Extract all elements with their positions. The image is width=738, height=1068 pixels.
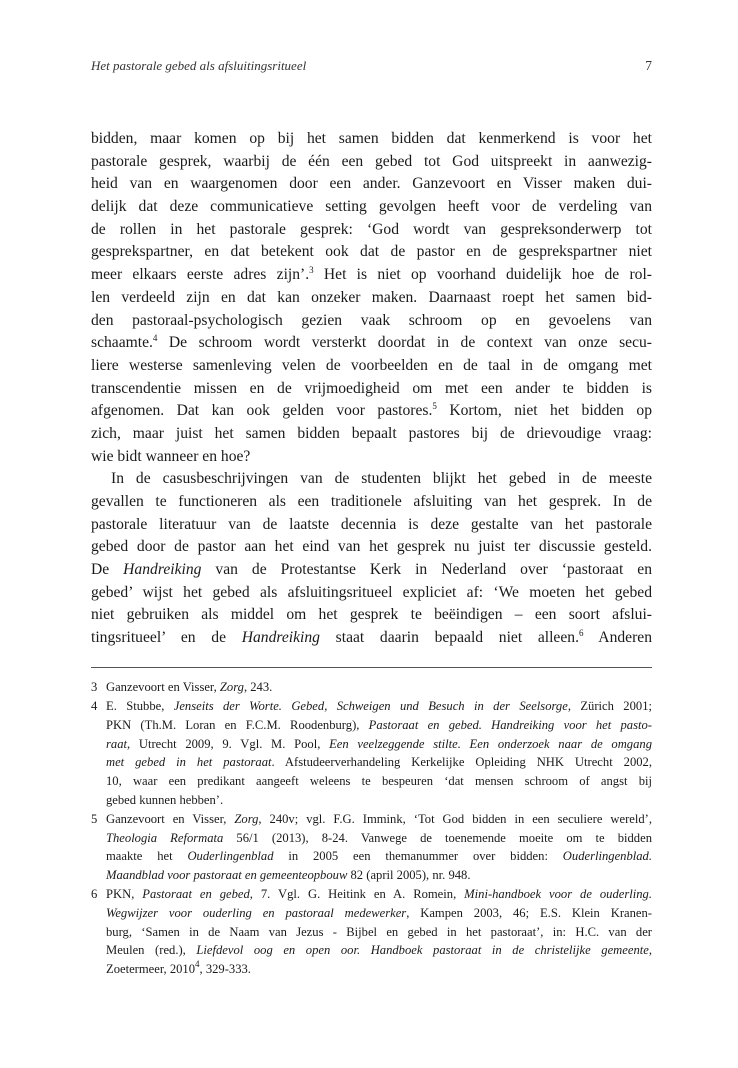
text-line bbox=[91, 264, 652, 287]
text-line bbox=[106, 772, 652, 791]
text: den pastoraal-psychologisch gezien vaak schroom op en gevoelens van bbox=[91, 311, 652, 329]
text: , 329-333. bbox=[199, 962, 251, 977]
text-line bbox=[91, 378, 652, 401]
text: Zoetermeer, 2010 bbox=[106, 962, 196, 977]
text: staat daarin bepaald niet alleen. bbox=[319, 629, 579, 647]
italic-text: Pastoraat en gebed bbox=[142, 887, 250, 902]
text-line bbox=[106, 866, 652, 885]
text-line bbox=[91, 196, 652, 219]
text-line bbox=[91, 423, 652, 446]
italic-text: Maandblad voor pastoraat en gemeenteopbouw bbox=[106, 868, 348, 883]
text: De schroom wordt versterkt doordat in de context van onze secu- bbox=[157, 334, 652, 352]
body-text bbox=[91, 128, 652, 650]
footnote bbox=[91, 697, 652, 809]
text-line bbox=[91, 287, 652, 310]
text-line bbox=[106, 753, 652, 772]
text-line bbox=[106, 941, 652, 960]
text: in 2005 een themanummer over bidden: bbox=[273, 849, 563, 864]
paragraph bbox=[91, 468, 652, 650]
text-line bbox=[91, 514, 652, 537]
text: delijk dat deze communicatieve setting gevolgen heeft voor de verdeling van bbox=[91, 198, 652, 216]
text: , Utrecht 2009, 9. Vgl. M. Pool, bbox=[127, 736, 330, 751]
text: zich, maar juist het samen bidden bepaalt pastores bij de drievoudige vraag: bbox=[91, 424, 652, 442]
running-head: Het pastorale gebed als afsluitingsritueel bbox=[91, 58, 307, 73]
text: 56/1 (2013), 8-24. Vanwege de toenemende moeite om te bidden bbox=[223, 830, 652, 845]
text: Ganzevoort en Visser, bbox=[106, 812, 235, 826]
text-line bbox=[106, 810, 652, 829]
text-line bbox=[91, 446, 652, 469]
italic-text: Theologia Reformata bbox=[106, 830, 224, 845]
text: wie bidt wanneer en hoe? bbox=[91, 447, 251, 465]
italic-text: Jenseits der Worte. Gebed, Schweigen und Besuch in der Seelsorge bbox=[173, 699, 568, 714]
text-line bbox=[91, 128, 652, 151]
text-line bbox=[91, 400, 652, 423]
italic-text: Een veelzeggende stilte. Een onderzoek naar de omgang bbox=[329, 736, 652, 751]
page-number: 7 bbox=[645, 58, 652, 73]
text: afgenomen. Dat kan ook gelden voor pastores. bbox=[91, 402, 433, 420]
text-line bbox=[106, 885, 652, 904]
text: maakte het bbox=[106, 849, 188, 864]
text: pastorale literatuur van de laatste decennia is deze gestalte van het pastorale bbox=[91, 515, 652, 533]
text: len verdeeld zijn en dat kan onzeker maken. Daarnaast roept het samen bid- bbox=[91, 288, 652, 306]
italic-text: Handreiking bbox=[241, 629, 320, 647]
text: tingsritueel’ en de bbox=[91, 629, 242, 647]
text: Anderen bbox=[583, 629, 652, 647]
text: , Zürich 2001; bbox=[567, 699, 652, 714]
text: liere westerse samenleving velen de voorbeelden en de taal in de omgang met bbox=[91, 356, 652, 374]
paragraph bbox=[91, 128, 652, 468]
text-line bbox=[91, 219, 652, 242]
text-line bbox=[91, 310, 652, 333]
text-line bbox=[106, 904, 652, 923]
text: van de Protestantse Kerk in Nederland over ‘pastoraat en bbox=[201, 561, 652, 579]
text: PKN, bbox=[106, 887, 143, 902]
text: Het is niet op voorhand duidelijk hoe de rol- bbox=[313, 266, 652, 284]
footnote-ref: 4 bbox=[195, 959, 200, 970]
text: 82 (april 2005), nr. 948. bbox=[347, 868, 471, 883]
footnote-ref: 4 bbox=[152, 333, 158, 344]
text: PKN (Th.M. Loran en F.C.M. Roodenburg), bbox=[106, 717, 369, 732]
footnotes bbox=[91, 678, 652, 979]
text: E. Stubbe, bbox=[106, 699, 174, 714]
text: Meulen (red.), bbox=[106, 943, 197, 958]
text: De bbox=[91, 561, 124, 579]
text-line bbox=[106, 923, 652, 942]
text-line bbox=[91, 355, 652, 378]
text-line bbox=[106, 960, 652, 979]
text: , 243. bbox=[243, 680, 273, 694]
text: bidden, maar komen op bij het samen bidden dat kenmerkend is voor het bbox=[91, 130, 652, 147]
footnote-rule bbox=[91, 667, 652, 668]
text-line bbox=[91, 491, 652, 514]
text: burg, ‘Samen in de Naam van Jezus - Bijbel en gebed in het pastoraat’, in: H.C. van der bbox=[106, 924, 652, 939]
text: gesprekspartner, en dat betekent ook dat de pastor en de gesprekspartner niet bbox=[91, 243, 652, 261]
text: In de casusbeschrijvingen van de studenten blijkt het gebed in de meeste bbox=[111, 470, 652, 488]
text: , bbox=[648, 943, 652, 958]
text-line bbox=[91, 536, 652, 559]
italic-text: Wegwijzer voor ouderling en pastoraal medewerker bbox=[106, 906, 407, 921]
footnote-ref: 3 bbox=[309, 265, 314, 276]
text: . Afstudeerverhandeling Kerkelijke Opleiding NHK Utrecht 2002, bbox=[271, 755, 652, 770]
text: schaamte. bbox=[91, 334, 153, 352]
italic-text: raat bbox=[106, 736, 127, 751]
text: 10, waar een predikant aangeeft weleens te bespeuren ‘dat mensen schroom of angst bij bbox=[106, 774, 652, 789]
text: gebed door de pastor aan het eind van het gesprek nu juist ter discussie gesteld. bbox=[91, 538, 652, 556]
text-line bbox=[106, 716, 652, 735]
text-line bbox=[91, 582, 652, 605]
italic-text: Liefdevol oog en open oor. Handboek pastoraat in de christelijke gemeente bbox=[196, 943, 649, 958]
footnote-ref: 5 bbox=[432, 401, 437, 412]
text-line bbox=[91, 604, 652, 627]
text: Kortom, niet het bidden op bbox=[436, 402, 652, 420]
text-line bbox=[91, 332, 652, 355]
italic-text: Zorg bbox=[234, 812, 259, 826]
text-line bbox=[106, 697, 652, 716]
italic-text: Ouderlingenblad bbox=[187, 849, 274, 864]
text-line bbox=[91, 468, 652, 491]
text: niet gebruiken als middel om het gesprek te beëindigen – een soort afslui- bbox=[91, 606, 652, 624]
text: , 240v; vgl. F.G. Immink, ‘Tot God bidden in een seculiere wereld’, bbox=[258, 812, 652, 826]
footnote-ref: 6 bbox=[578, 628, 584, 639]
footnote-number: 6 bbox=[91, 887, 98, 902]
text: pastorale gesprek, waarbij de één een gebed tot God uitspreekt in aanwezig- bbox=[91, 152, 652, 170]
text: gebed’ wijst het gebed als afsluitingsritueel expliciet af: ‘We moeten het gebed bbox=[91, 583, 652, 601]
footnote-number: 3 bbox=[91, 680, 98, 694]
text-line bbox=[106, 678, 652, 697]
italic-text: Ouderlingenblad. bbox=[562, 849, 652, 864]
italic-text: met gebed in het pastoraat bbox=[106, 755, 272, 770]
text: transcendentie missen en de vrijmoedigheid om met een ander te bidden is bbox=[91, 379, 652, 397]
footnote bbox=[91, 885, 652, 978]
text-line bbox=[91, 559, 652, 582]
text: heid van en waargenomen door een ander. Ganzevoort en Visser maken dui- bbox=[91, 175, 652, 193]
footnote-number: 4 bbox=[91, 699, 98, 714]
text: , 7. Vgl. G. Heitink en A. Romein, bbox=[249, 887, 465, 902]
footnote bbox=[91, 810, 652, 885]
text: de rollen in het pastorale gesprek: ‘God wordt van gespreksonderwerp tot bbox=[91, 220, 652, 238]
text: Ganzevoort en Visser, bbox=[106, 680, 220, 694]
text-line bbox=[106, 791, 652, 810]
text: meer elkaars eerste adres zijn’. bbox=[91, 266, 310, 284]
italic-text: Pastoraat en gebed. Handreiking voor het pasto- bbox=[368, 717, 652, 732]
italic-text: Zorg bbox=[219, 680, 244, 694]
text-line bbox=[91, 627, 652, 650]
text: , Kampen 2003, 46; E.S. Klein Kranen- bbox=[406, 906, 652, 921]
footnote bbox=[91, 678, 652, 697]
text: gebed kunnen hebben’. bbox=[106, 792, 224, 807]
italic-text: Mini-handboek voor de ouderling. bbox=[464, 887, 652, 902]
text-line bbox=[91, 173, 652, 196]
text-line bbox=[91, 151, 652, 174]
footnote-number: 5 bbox=[91, 812, 98, 826]
text: gevallen te functioneren als een traditionele afsluiting van het gesprek. In de bbox=[91, 493, 652, 510]
text-line bbox=[106, 735, 652, 754]
text-line bbox=[91, 241, 652, 264]
text-line bbox=[106, 829, 652, 848]
text-line bbox=[106, 847, 652, 866]
italic-text: Handreiking bbox=[123, 561, 202, 579]
